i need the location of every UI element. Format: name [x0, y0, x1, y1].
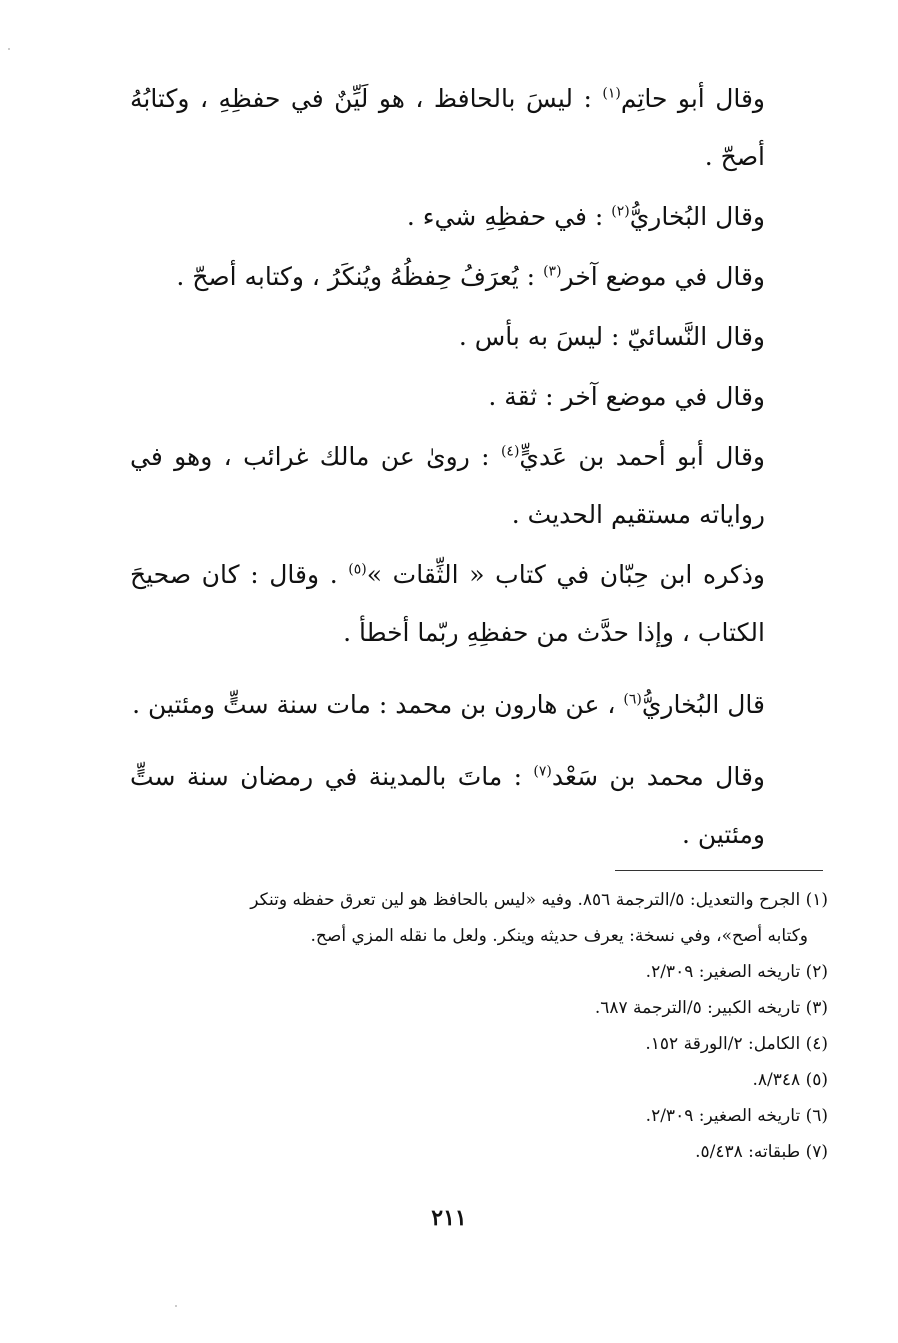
- footnote-4: [128, 1026, 828, 1062]
- paragraph-ibn-hibban: [130, 546, 830, 662]
- footnote-text: (٧) طبقاته: ٥/٤٣٨.: [695, 1142, 828, 1162]
- text-segment: ، عن هارون بن محمد : مات سنة ستٍّ ومئتين .: [132, 690, 624, 719]
- paragraph-nasai: [130, 308, 830, 366]
- main-text: [130, 70, 830, 864]
- text-segment: وقال النَّسائيّ : ليسَ به بأس .: [458, 322, 765, 351]
- page-number: ٢١١: [431, 1205, 467, 1231]
- text-segment: . وقال : كان صحيحَ الكتاب ، وإذا حدَّث من حفظِهِ ربّما أخطأ .: [130, 560, 765, 647]
- footnote-ref-4[interactable]: (٤): [500, 443, 520, 460]
- paragraph-death-bukhari: [130, 676, 830, 734]
- footnotes-section: [128, 882, 828, 1170]
- footnote-1: [128, 882, 828, 954]
- footnote-ref-5[interactable]: (٥): [348, 561, 367, 578]
- text-segment: وقال أبو حاتِم: [620, 84, 766, 113]
- text-segment: وقال أبو أحمد بن عَديٍّ: [519, 442, 766, 471]
- footnote-ref-6[interactable]: (٦): [623, 691, 642, 708]
- text-segment: : في حفظِهِ شيء .: [406, 202, 612, 231]
- footnote-separator: [615, 870, 823, 871]
- text-segment: : ماتَ بالمدينة في رمضان سنة ستٍّ ومئتين .: [130, 762, 765, 849]
- footnote-text: (٥) ٨/٣٤٨.: [752, 1070, 828, 1090]
- footnote-ref-1[interactable]: (١): [602, 85, 621, 102]
- text-segment: وقال محمد بن سَعْد: [551, 762, 765, 791]
- text-segment: : يُعرَفُ حِفظُهُ ويُنكَرُ ، وكتابه أصحّ .: [176, 262, 544, 291]
- text-segment: وقال في موضع آخر: [561, 262, 765, 291]
- footnote-ref-3[interactable]: (٣): [543, 263, 562, 280]
- footnote-text: (٤) الكامل: ٢/الورقة ١٥٢.: [645, 1034, 828, 1054]
- scan-speck: [175, 1305, 177, 1307]
- text-segment: : ليسَ بالحافظ ، هو لَيِّنٌ في حفظِهِ ، وكتابُهُ أصحّ .: [130, 84, 765, 171]
- paragraph-bukhari: [130, 188, 830, 246]
- footnote-ref-2[interactable]: (٢): [611, 203, 630, 220]
- paragraph-death-ibn-sad: [130, 748, 830, 864]
- footnote-text-continued: وكتابه أصح»، وفي نسخة: يعرف حديثه وينكر. ولعل ما نقله المزي أصح.: [310, 926, 808, 946]
- footnote-5: [128, 1062, 828, 1098]
- paragraph-nasai-other: [130, 368, 830, 426]
- footnote-text: (١) الجرح والتعديل: ٥/الترجمة ٨٥٦. وفيه «ليس بالحافظ هو لين تعرق حفظه وتنكر: [250, 890, 828, 910]
- footnote-3: [128, 990, 828, 1026]
- text-segment: : روىٰ عن مالك غرائب ، وهو في رواياته مستقيم الحديث .: [130, 442, 765, 529]
- paragraph-ibn-adi: [130, 428, 830, 544]
- footnote-2: [128, 954, 828, 990]
- text-segment: وقال البُخاريُّ: [629, 202, 765, 231]
- text-segment: وذكره ابن حِبّان في كتاب « الثِّقات »: [366, 560, 765, 589]
- scan-speck: [8, 48, 10, 50]
- footnote-7: [128, 1134, 828, 1170]
- footnote-ref-7[interactable]: (٧): [533, 763, 552, 780]
- footnote-6: [128, 1098, 828, 1134]
- paragraph-bukhari-other: [130, 248, 830, 306]
- text-segment: وقال في موضع آخر : ثقة .: [488, 382, 765, 411]
- footnote-text: (٣) تاريخه الكبير: ٥/الترجمة ٦٨٧.: [594, 998, 828, 1018]
- text-segment: قال البُخاريُّ: [641, 690, 765, 719]
- paragraph-abu-hatim: [130, 70, 830, 186]
- footnote-text: (٦) تاريخه الصغير: ٢/٣٠٩.: [645, 1106, 828, 1126]
- footnote-text: (٢) تاريخه الصغير: ٢/٣٠٩.: [645, 962, 828, 982]
